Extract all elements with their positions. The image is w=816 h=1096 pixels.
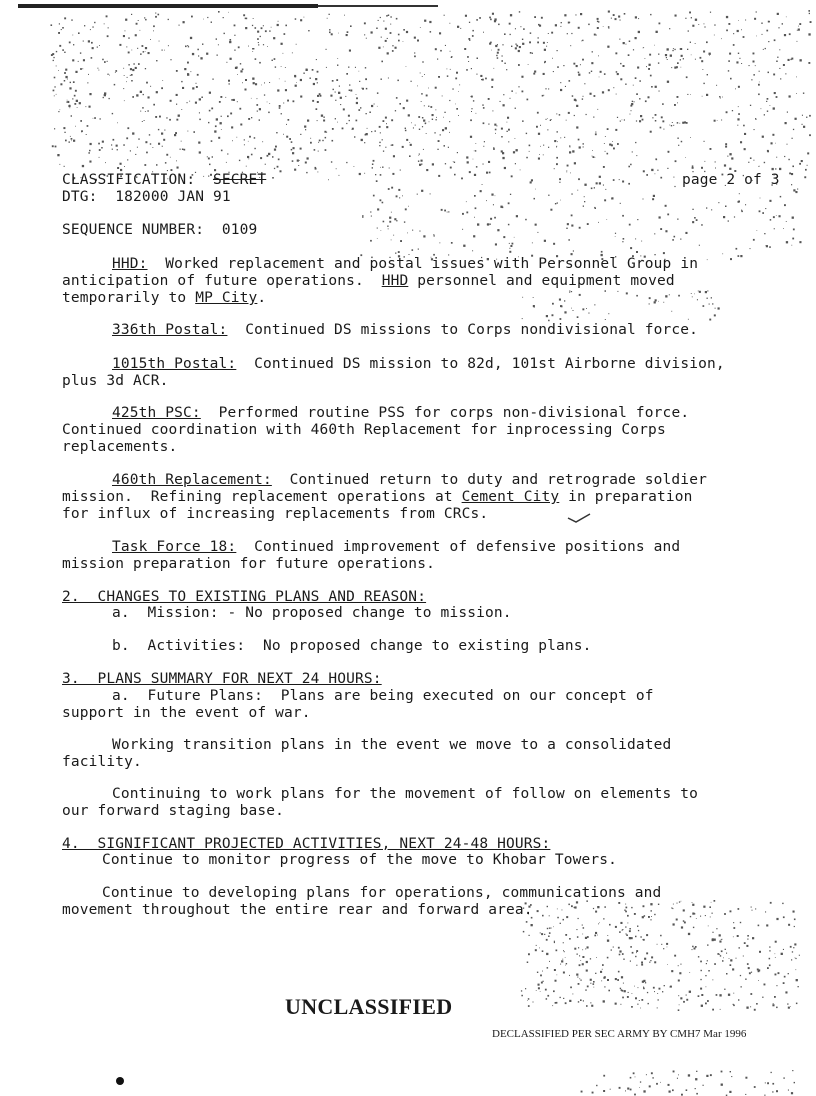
unit-text: . xyxy=(257,290,267,306)
section-4-line-1: Continue to monitor progress of the move to Khobar Towers. xyxy=(102,852,618,868)
dtg-line xyxy=(62,189,231,206)
unit-name-ref: HHD xyxy=(381,273,409,289)
item-label: a. xyxy=(112,605,130,621)
unit-name: 1015th Postal: xyxy=(112,356,237,372)
unit-text: Continued DS missions to Corps nondivisional force. xyxy=(227,322,699,338)
unit-hhd-line-3 xyxy=(62,290,266,307)
unit-name: Task Force 18: xyxy=(112,539,237,555)
section-4-heading: 4. SIGNIFICANT PROJECTED ACTIVITIES, NEXT 24-48 HOURS: xyxy=(62,836,551,852)
unit-name: HHD: xyxy=(112,256,148,272)
unit-425th-psc-line-1 xyxy=(112,405,689,422)
sequence-label: SEQUENCE NUMBER: xyxy=(62,222,205,238)
unit-text: mission. Refining replacement operations at xyxy=(62,489,462,505)
unit-460th-replacement-line-1 xyxy=(112,472,707,489)
item-label: b. xyxy=(112,638,130,654)
classification-label: CLASSIFICATION: xyxy=(62,172,196,188)
unit-text: Performed routine PSS for corps non-divisional force. xyxy=(200,405,690,421)
section-3-para-2-line-2: facility. xyxy=(62,754,142,770)
unclassified-stamp: UNCLASSIFIED xyxy=(285,994,453,1019)
unit-name: 425th PSC: xyxy=(112,405,201,421)
item-text: Mission: - No proposed change to mission. xyxy=(147,605,512,621)
unit-text: Continued DS mission to 82d, 101st Airborne division, xyxy=(236,356,725,372)
unit-text: anticipation of future operations. xyxy=(62,273,364,289)
section-4-para-2-line-2: movement throughout the entire rear and forward area. xyxy=(62,902,533,918)
section-2-item-b xyxy=(112,638,592,655)
section-2-heading: 2. CHANGES TO EXISTING PLANS AND REASON: xyxy=(62,589,427,605)
unit-name: 336th Postal: xyxy=(112,322,228,338)
item-text: Activities: No proposed change to existing plans. xyxy=(147,638,592,654)
scan-edge-bar xyxy=(318,5,438,7)
unit-text: Continued return to duty and retrograde soldier xyxy=(271,472,707,488)
section-3-heading: 3. PLANS SUMMARY FOR NEXT 24 HOURS: xyxy=(62,671,382,687)
section-2-item-a xyxy=(112,605,512,622)
unit-text: Continued improvement of defensive positions and xyxy=(236,539,681,555)
unit-425th-psc-line-2: Continued coordination with 460th Replacement for inprocessing Corps xyxy=(62,422,666,438)
unit-task-force-18-line-2: mission preparation for future operations. xyxy=(62,556,435,572)
unit-text: personnel and equipment moved xyxy=(408,273,675,289)
unit-460th-replacement-line-2 xyxy=(62,489,692,506)
scan-edge-bar xyxy=(18,4,318,8)
section-3-para-3-line-2: our forward staging base. xyxy=(62,803,284,819)
dtg-value: 182000 JAN 91 xyxy=(115,189,231,205)
punch-hole-dot xyxy=(116,1077,124,1085)
section-3-item-a-line-2: support in the event of war. xyxy=(62,705,311,721)
unit-hhd-line-2 xyxy=(62,273,675,290)
classification-line xyxy=(62,172,266,189)
section-3-item-a-line-1: a. Future Plans: Plans are being executed on our concept of xyxy=(112,688,654,704)
unit-336th-postal xyxy=(112,322,698,339)
section-3-para-2-line-1: Working transition plans in the event we move to a consolidated xyxy=(112,737,672,753)
sequence-value: 0109 xyxy=(221,222,258,238)
page-number: page 2 of 3 xyxy=(682,172,780,188)
unit-1015th-postal-line-2: plus 3d ACR. xyxy=(62,373,169,389)
unit-1015th-postal-line-1 xyxy=(112,356,725,373)
unit-task-force-18-line-1 xyxy=(112,539,680,556)
section-3-para-3-line-1: Continuing to work plans for the movement of follow on elements to xyxy=(112,786,699,802)
handwritten-check-mark xyxy=(566,506,592,524)
place-name: Cement City xyxy=(461,489,560,505)
place-name: MP City xyxy=(195,290,258,306)
unit-text: in preparation xyxy=(559,489,693,505)
dtg-label: DTG: xyxy=(62,189,98,205)
unit-425th-psc-line-3: replacements. xyxy=(62,439,178,455)
unit-name: 460th Replacement: xyxy=(112,472,272,488)
declassified-stamp: DECLASSIFIED PER SEC ARMY BY CMH7 Mar 1996 xyxy=(492,1028,747,1040)
sequence-line xyxy=(62,222,257,239)
unit-text: Worked replacement and postal issues with Personnel Group in xyxy=(147,256,699,272)
unit-hhd-line-1 xyxy=(112,256,698,273)
unit-text: temporarily to xyxy=(62,290,196,306)
unit-460th-replacement-line-3: for influx of increasing replacements from CRCs. xyxy=(62,506,489,522)
section-4-para-2-line-1: Continue to developing plans for operations, communications and xyxy=(102,885,662,901)
classification-value: SECRET xyxy=(212,172,267,188)
